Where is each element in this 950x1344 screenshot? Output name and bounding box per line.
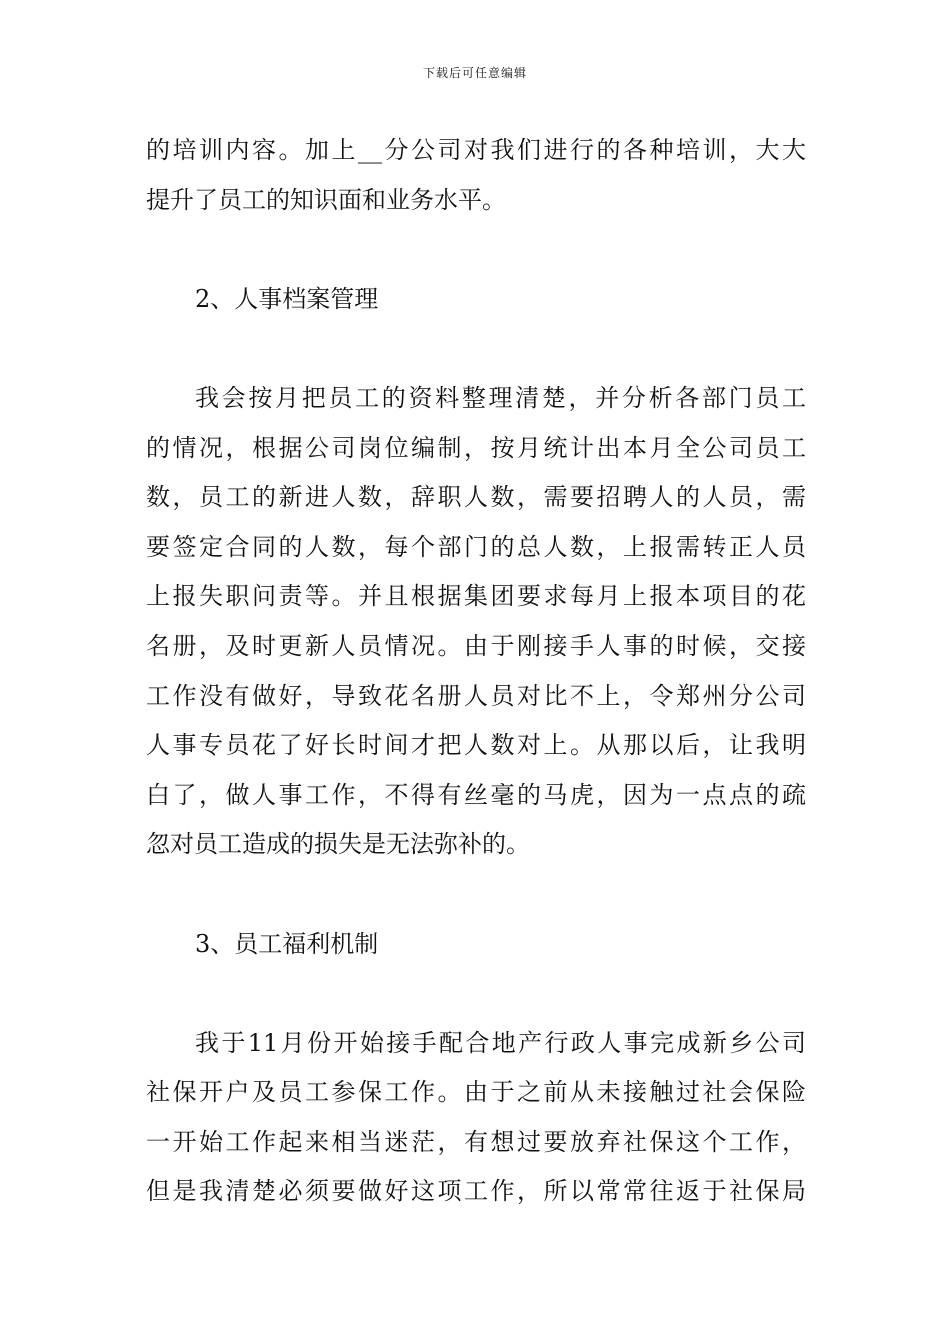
text-line: 但是我清楚必须要做好这项工作，所以常常往返于社保局 xyxy=(146,1177,806,1206)
paragraph-gap xyxy=(146,225,806,275)
document-body xyxy=(146,126,806,1217)
paragraph-gap xyxy=(146,870,806,920)
paragraph-gap xyxy=(146,969,806,1019)
section-heading: 2、人事档案管理 xyxy=(195,284,379,313)
section-heading: 3、员工福利机制 xyxy=(195,929,379,958)
text-line: 的情况，根据公司岗位编制，按月统计出本月全公司员工 xyxy=(146,433,806,462)
text-line: 上报失职问责等。并且根据集团要求每月上报本项目的花 xyxy=(146,582,806,611)
text-line: 要签定合同的人数，每个部门的总人数，上报需转正人员 xyxy=(146,532,806,561)
text-line: 我会按月把员工的资料整理清楚，并分析各部门员工 xyxy=(195,383,806,412)
text-line: 的培训内容。加上__分公司对我们进行的各种培训，大大 xyxy=(146,136,806,164)
text-line: 数，员工的新进人数，辞职人数，需要招聘人的人员，需 xyxy=(146,483,806,512)
text-line: 社保开户及员工参保工作。由于之前从未接触过社会保险 xyxy=(146,1078,806,1107)
text-line: 名册，及时更新人员情况。由于刚接手人事的时候，交接 xyxy=(146,631,806,660)
text-line: 白了，做人事工作，不得有丝毫的马虎，因为一点点的疏 xyxy=(146,780,806,809)
text-line: 提升了员工的知识面和业务水平。 xyxy=(146,185,506,214)
text-line: 一开始工作起来相当迷茫，有想过要放弃社保这个工作， xyxy=(146,1127,806,1156)
text-line: 工作没有做好，导致花名册人员对比不上，令郑州分公司 xyxy=(146,681,806,710)
page-header: 下载后可任意编辑 xyxy=(422,66,527,80)
paragraph-gap xyxy=(146,324,806,374)
text-line: 忽对员工造成的损失是无法弥补的。 xyxy=(146,830,530,859)
text-line: 人事专员花了好长时间才把人数对上。从那以后，让我明 xyxy=(146,731,806,760)
text-line: 我于11月份开始接手配合地产行政人事完成新乡公司 xyxy=(195,1028,806,1057)
